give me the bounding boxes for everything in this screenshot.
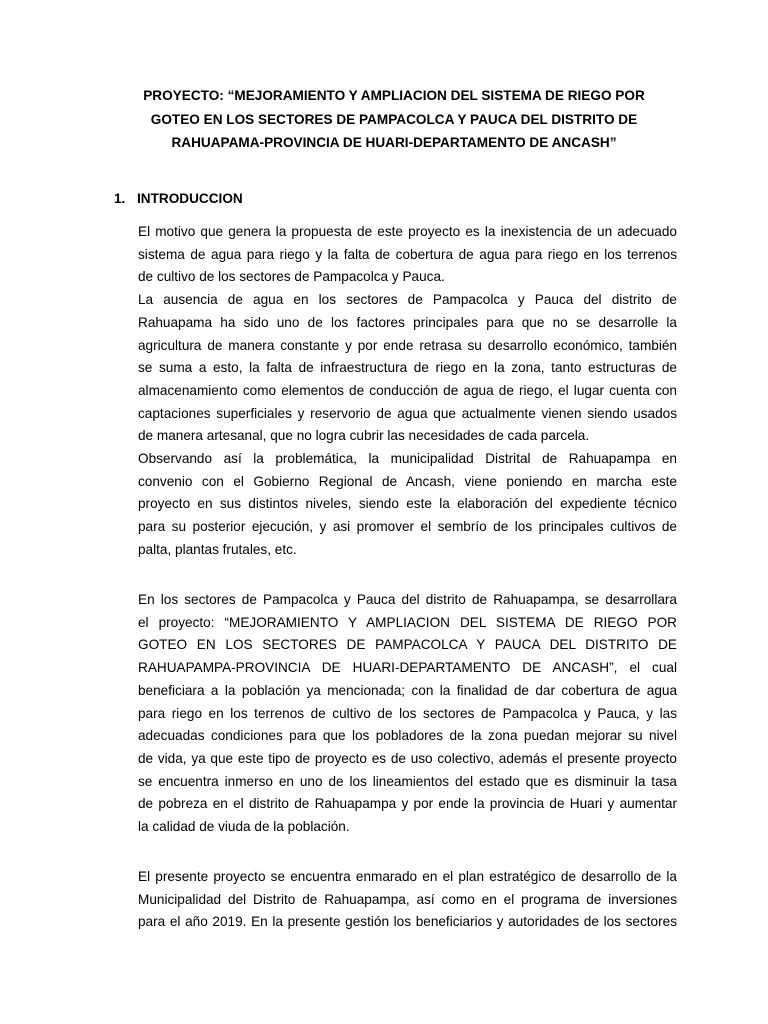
paragraph-line: Observando así la problemática, la municipalidad Distrital de Rahuapampa en	[138, 451, 677, 467]
project-title	[100, 84, 688, 155]
title-line: RAHUAPAMA-PROVINCIA DE HUARI-DEPARTAMENTO DE ANCASH”	[171, 135, 617, 151]
paragraph-line: para riego en los terrenos de cultivo de los sectores de Pampacolca y Pauca, y las	[138, 705, 677, 721]
paragraph-line: de vida, ya que este tipo de proyecto es de uso colectivo, además el presente proyecto	[138, 750, 677, 766]
paragraph-line: convenio con el Gobierno Regional de Ancash, viene poniendo en marcha este	[138, 473, 677, 489]
paragraph-line: beneficiara a la población ya mencionada; con la finalidad de dar cobertura de agua	[138, 682, 677, 698]
paragraph-1	[138, 221, 677, 562]
title-line: PROYECTO: “MEJORAMIENTO Y AMPLIACION DEL SISTEMA DE RIEGO POR	[143, 88, 645, 103]
paragraph-line: El presente proyecto se encuentra enmarado en el plan estratégico de desarrollo de la	[138, 869, 677, 884]
paragraph-line: En los sectores de Pampacolca y Pauca del distrito de Rahuapampa, se desarrollara	[138, 592, 677, 607]
paragraph-line: Municipalidad del Distrito de Rahuapampa, así como en el programa de inversiones	[138, 891, 677, 907]
paragraph-line: para su posterior ejecución, y asi promover el sembrío de los principales cultivos de	[138, 519, 677, 535]
paragraph-3	[138, 866, 677, 934]
paragraph-line: proyecto en sus distintos niveles, siendo este la elaboración del expediente técnico	[138, 496, 677, 512]
paragraph-line: adecuadas condiciones para que los pobladores de la zona puedan mejorar su nivel	[138, 728, 677, 744]
paragraph-line: La ausencia de agua en los sectores de Pampacolca y Pauca del distrito de	[138, 292, 677, 308]
paragraph-line: la calidad de viuda de la población.	[138, 819, 350, 835]
paragraph-line: captaciones superficiales y reservorio de agua que actualmente vienen siendo usados	[138, 405, 677, 421]
paragraph-line: se encuentra inmerso en uno de los lineamientos del estado que es disminuir la tasa	[138, 773, 677, 789]
paragraph-line: de cultivo de los sectores de Pampacolca y Pauca.	[138, 269, 445, 285]
paragraph-line: de pobreza en el distrito de Rahuapampa y por ende la provincia de Huari y aumentar	[138, 796, 677, 812]
paragraph-line: almacenamiento como elementos de conducción de agua de riego, el lugar cuenta con	[138, 382, 677, 398]
paragraph-line: agricultura de manera constante y por ende retrasa su desarrollo económico, también	[138, 337, 677, 353]
paragraph-line: palta, plantas frutales, etc.	[138, 541, 297, 557]
paragraph-line: Rahuapama ha sido uno de los factores principales para que no se desarrolle la	[138, 314, 677, 330]
paragraph-2	[138, 589, 677, 839]
paragraph-line: se suma a esto, la falta de infraestructura de riego en la zona, tanto estructuras de	[138, 360, 677, 376]
section-heading	[114, 189, 243, 209]
section-number: 1.	[114, 191, 126, 206]
paragraph-line: el proyecto: “MEJORAMIENTO Y AMPLIACION DEL SISTEMA DE RIEGO POR	[138, 614, 677, 630]
section-title: INTRODUCCION	[137, 191, 243, 206]
paragraph-line: El motivo que genera la propuesta de este proyecto es la inexistencia de un adecuado	[138, 224, 677, 239]
paragraph-line: RAHUAPAMPA-PROVINCIA DE HUARI-DEPARTAMENTO DE ANCASH”, el cual	[138, 660, 677, 676]
paragraph-line: de manera artesanal, que no logra cubrir las necesidades de cada parcela.	[138, 428, 590, 444]
paragraph-line: para el año 2019. En la presente gestión los beneficiarios y autoridades de los sectores	[138, 914, 677, 930]
title-line: GOTEO EN LOS SECTORES DE PAMPACOLCA Y PAUCA DEL DISTRITO DE	[150, 111, 638, 127]
paragraph-line: GOTEO EN LOS SECTORES DE PAMPACOLCA Y PAUCA DEL DISTRITO DE	[138, 637, 677, 653]
paragraph-line: sistema de agua para riego y la falta de cobertura de agua para riego en los terrenos	[138, 246, 677, 262]
